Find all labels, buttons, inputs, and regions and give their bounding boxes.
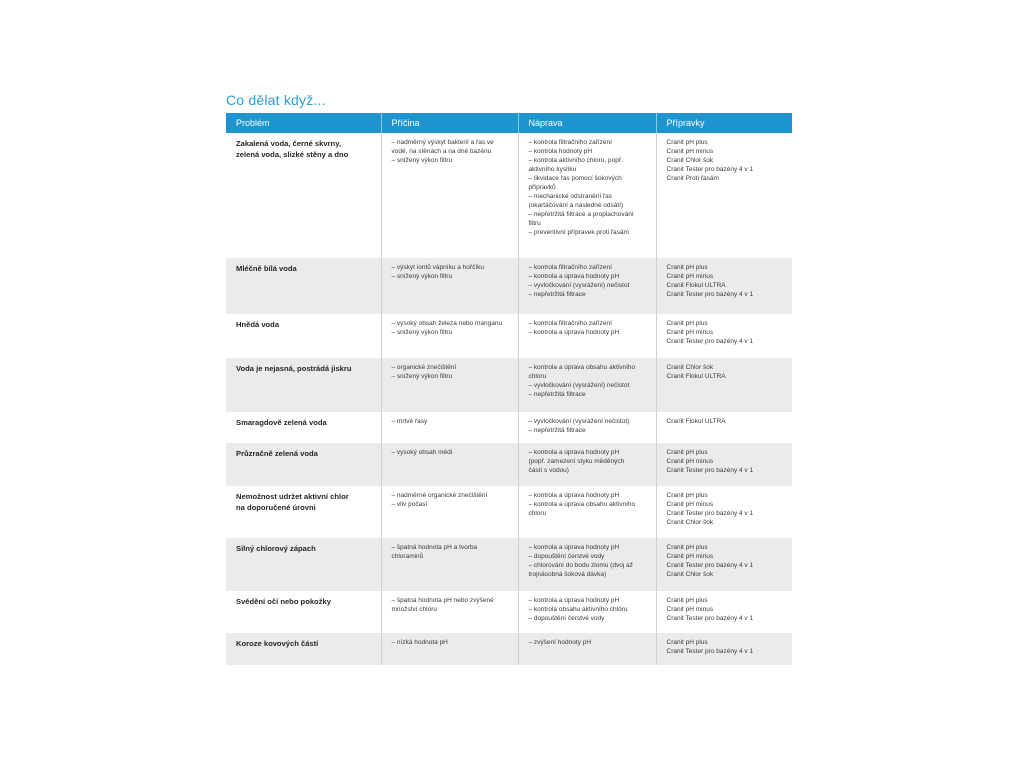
remedy-line: trojnásobná šoková dávka) [528,571,607,578]
cell-products [656,633,792,665]
cause-line: množství chlóru [391,606,438,613]
cell-remedy [518,486,656,538]
products-line: Cranit Tester pro bazény 4 v 1 [666,166,754,173]
remedy-line: – preventivní přípravek proti řasám [528,229,629,236]
table-row [226,486,792,538]
cell-cause [381,486,518,538]
remedy-line: aktivního kyslíku [528,166,577,173]
cell-remedy [518,314,656,358]
remedy-line: – mechanické odstranění řas [528,193,612,200]
products-line: Cranit pH plus [666,264,708,271]
cell-cause [381,538,518,591]
problem-line: Hnědá voda [236,320,280,329]
remedy-line: – nepřetržitá filtrace [528,391,586,398]
remedy-line: – vyvločkování (vysrážení nečistot) [528,418,630,425]
cell-problem [226,633,381,665]
products-line: Cranit pH minus [666,606,714,613]
remedy-line: – vyvločkování (vysrážení) nečistot [528,382,630,389]
cause-line: – vysoký obsah mědi [391,449,453,456]
cell-remedy [518,633,656,665]
cell-problem [226,591,381,633]
products-line: Cranit pH minus [666,501,714,508]
remedy-line: přípravků [528,184,556,191]
problem-line: Koroze kovových částí [236,639,319,648]
cause-line: – nízká hodnota pH [391,639,448,646]
page-title: Co dělat když... [226,92,326,108]
cell-products [656,412,792,443]
problem-line: Mléčně bílá voda [236,264,297,273]
remedy-line: – kontrola a úprava hodnoty pH [528,597,620,604]
document [226,90,792,665]
cause-line: – snížený výkon filtru [391,329,453,336]
cause-line: – snížený výkon filtru [391,273,453,280]
cell-remedy [518,412,656,443]
troubleshooting-table [226,113,792,665]
products-line: Cranit Chlor šok [666,519,714,526]
products-line: Cranit pH plus [666,544,708,551]
remedy-line: – nepřetržitá filtrace [528,427,586,434]
remedy-line: chloru [528,373,547,380]
products-line: Cranit Flokul ULTRA [666,282,726,289]
products-line: Cranit Chlor šok [666,157,714,164]
products-line: Cranit pH plus [666,449,708,456]
remedy-line: chloru [528,510,547,517]
table-row [226,591,792,633]
cause-line: – vysoký obsah železa nebo manganu [391,320,503,327]
products-line: Cranit Tester pro bazény 4 v 1 [666,562,754,569]
cell-problem [226,314,381,358]
table-row [226,258,792,314]
table-row [226,538,792,591]
problem-line: Voda je nejasná, postrádá jiskru [236,364,352,373]
remedy-line: (popř. zamezení styku měděných [528,458,625,465]
cause-line: vodě, na stěnách a na dně bazénu [391,148,492,155]
cell-remedy [518,133,656,258]
table-row [226,633,792,665]
problem-line: Svědění očí nebo pokožky [236,597,331,606]
problem-line: Silný chlorový zápach [236,544,316,553]
table-row [226,358,792,412]
products-line: Cranit Tester pro bazény 4 v 1 [666,648,754,655]
cell-products [656,538,792,591]
cause-line: chloraminů [391,553,424,560]
cell-products [656,133,792,258]
products-line: Cranit Tester pro bazény 4 v 1 [666,510,754,517]
remedy-line: – kontrola filtračního zařízení [528,320,612,327]
remedy-line: – kontrola hodnoty pH [528,148,593,155]
problem-line: Nemožnost udržet aktivní chlor [236,492,349,501]
remedy-line: – kontrola a úprava hodnoty pH [528,544,620,551]
remedy-line: – kontrola a úprava obsahu aktivního [528,501,636,508]
cell-remedy [518,443,656,486]
cell-cause [381,412,518,443]
remedy-line: – nepřetržitá filtrace a proplachování [528,211,634,218]
remedy-line: – kontrola filtračního zařízení [528,264,612,271]
problem-line: zelená voda, slizké stěny a dno [236,150,349,159]
cell-problem [226,133,381,258]
products-line: Cranit Chlor šok [666,571,714,578]
cell-products [656,358,792,412]
remedy-line: – kontrola a úprava hodnoty pH [528,329,620,336]
table-row [226,133,792,258]
cell-products [656,591,792,633]
products-line: Cranit Flokul ULTRA [666,418,726,425]
cell-remedy [518,591,656,633]
cause-line: – vliv počasí [391,501,428,508]
cell-cause [381,591,518,633]
products-line: Cranit pH plus [666,139,708,146]
cell-remedy [518,258,656,314]
cell-cause [381,443,518,486]
cause-line: – výskyt iontů vápníku a hořčíku [391,264,484,271]
remedy-line: – kontrola a úprava hodnoty pH [528,449,620,456]
table-row [226,412,792,443]
remedy-line: – kontrola aktivního chloru, popř. [528,157,623,164]
header-cause: Příčina [381,113,518,133]
cell-remedy [518,358,656,412]
remedy-line: – kontrola a úprava hodnoty pH [528,492,620,499]
remedy-line: filtru [528,220,541,227]
products-line: Cranit Tester pro bazény 4 v 1 [666,467,754,474]
cell-cause [381,133,518,258]
remedy-line: – kontrola filtračního zařízení [528,139,612,146]
table-row [226,314,792,358]
cell-products [656,314,792,358]
remedy-line: – dopouštění čerstvé vody [528,615,605,622]
remedy-line: – dopouštění čerstvé vody [528,553,605,560]
cause-line: – špatná hodnota pH a tvorba [391,544,478,551]
header-remedy: Náprava [518,113,656,133]
remedy-line: – zvýšení hodnoty pH [528,639,592,646]
cell-cause [381,258,518,314]
cause-line: – špatná hodnota pH nebo zvýšené [391,597,494,604]
problem-line: Smaragdově zelená voda [236,418,327,427]
table-row [226,443,792,486]
cell-problem [226,412,381,443]
cell-problem [226,538,381,591]
header-products: Přípravky [656,113,792,133]
cell-problem [226,486,381,538]
products-line: Cranit pH minus [666,148,714,155]
cell-problem [226,258,381,314]
remedy-line: (okartáčování a následné odsátí) [528,202,624,209]
products-line: Cranit Tester pro bazény 4 v 1 [666,291,754,298]
cause-line: – nadměrné organické znečištění [391,492,488,499]
cause-line: – mrtvé řasy [391,418,428,425]
remedy-line: – kontrola a úprava hodnoty pH [528,273,620,280]
cell-cause [381,314,518,358]
remedy-line: – chlorování do bodu zlomu (dvoj až [528,562,633,569]
cell-remedy [518,538,656,591]
cell-problem [226,358,381,412]
cause-line: – snížený výkon filtru [391,373,453,380]
cell-products [656,258,792,314]
table-header-row [226,113,792,133]
remedy-line: – kontrola a úprava obsahu aktivního [528,364,636,371]
cause-line: – snížený výkon filtru [391,157,453,164]
products-line: Cranit pH plus [666,492,708,499]
problem-line: Průzračně zelená voda [236,449,318,458]
products-line: Cranit Chlor šok [666,364,714,371]
products-line: Cranit pH minus [666,458,714,465]
cell-products [656,486,792,538]
remedy-line: – likvidace řas pomocí šokových [528,175,622,182]
products-line: Cranit Tester pro bazény 4 v 1 [666,338,754,345]
products-line: Cranit Tester pro bazény 4 v 1 [666,615,754,622]
remedy-line: – vyvločkování (vysrážení) nečistot [528,282,630,289]
products-line: Cranit pH plus [666,320,708,327]
header-problem: Problém [226,113,381,133]
products-line: Cranit Proti řasám [666,175,719,182]
products-line: Cranit pH minus [666,329,714,336]
remedy-line: – kontrola obsahu aktivního chlóru [528,606,628,613]
cell-products [656,443,792,486]
remedy-line: částí s vodou) [528,467,569,474]
products-line: Cranit pH plus [666,597,708,604]
cause-line: – organické znečištění [391,364,457,371]
remedy-line: – nepřetržitá filtrace [528,291,586,298]
products-line: Cranit pH minus [666,553,714,560]
problem-line: Zakalená voda, černé skvrny, [236,139,341,148]
cell-cause [381,358,518,412]
cause-line: – nadměrný výskyt bakterií a řas ve [391,139,494,146]
cell-cause [381,633,518,665]
products-line: Cranit pH minus [666,273,714,280]
products-line: Cranit Flokul ULTRA [666,373,726,380]
cell-problem [226,443,381,486]
products-line: Cranit pH plus [666,639,708,646]
problem-line: na doporučené úrovni [236,503,316,512]
